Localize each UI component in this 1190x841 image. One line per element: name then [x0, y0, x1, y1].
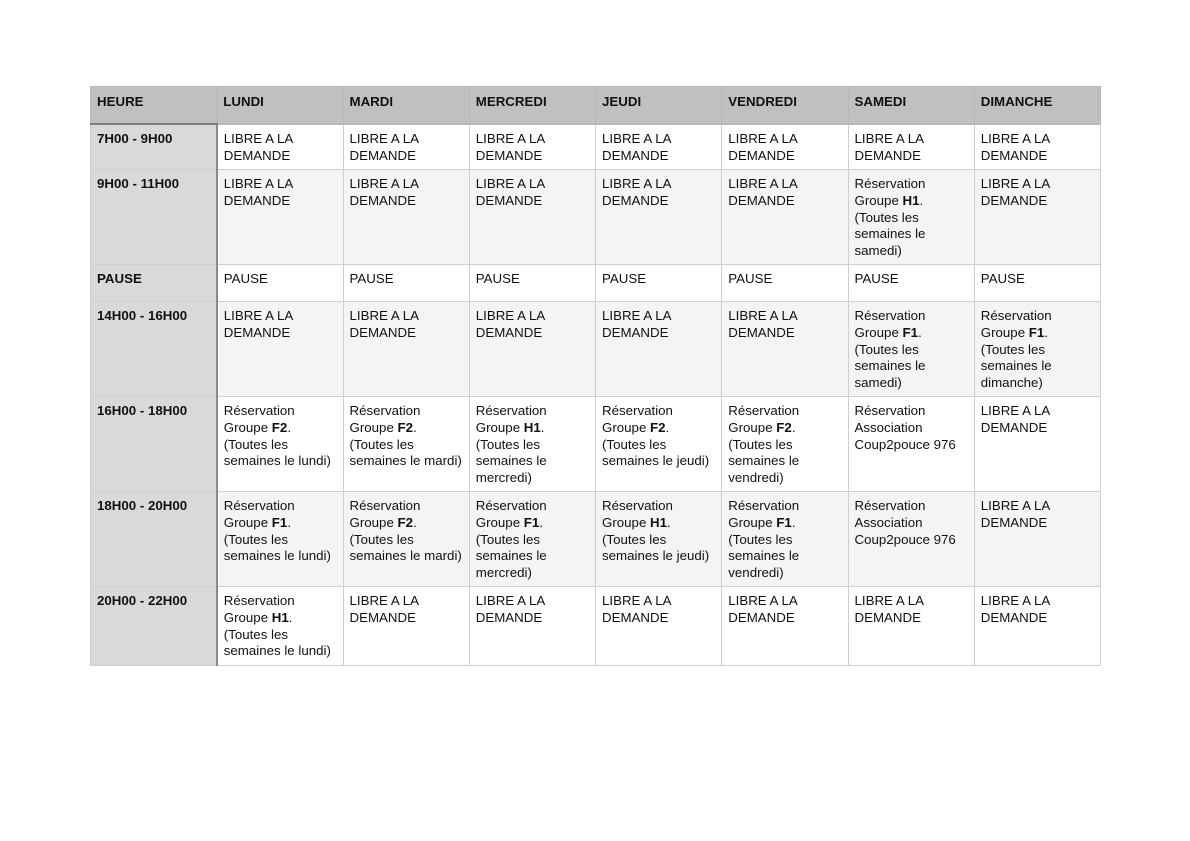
schedule-cell: [343, 397, 469, 492]
schedule-cell: [848, 397, 974, 492]
header-vendredi: VENDREDI: [722, 87, 848, 125]
schedule-cell: [848, 302, 974, 397]
cell-text: Réservation Groupe: [475, 498, 547, 530]
schedule-cell: [596, 397, 722, 492]
schedule-cell: [848, 170, 974, 265]
cell-text: Réservation Groupe: [349, 403, 421, 435]
cell-text: LIBRE A LA DEMANDE: [854, 131, 924, 163]
schedule-cell: [343, 587, 469, 666]
schedule-cell: [848, 265, 974, 302]
cell-text: LIBRE A LA DEMANDE: [475, 176, 545, 208]
schedule-cell: [722, 492, 848, 587]
group-code: F1: [1028, 324, 1045, 340]
schedule-cell: [343, 170, 469, 265]
cell-note: . (Toutes les semaines le lundi): [223, 609, 331, 659]
table-row: [91, 302, 1101, 397]
schedule-cell: [974, 124, 1100, 170]
cell-note: . (Toutes les semaines le jeudi): [602, 419, 710, 469]
table-row: [91, 124, 1101, 170]
group-code: F2: [776, 419, 792, 435]
header-dimanche: DIMANCHE: [974, 87, 1100, 125]
cell-text: PAUSE: [602, 271, 647, 286]
schedule-cell: [848, 587, 974, 666]
cell-text: LIBRE A LA DEMANDE: [728, 176, 797, 208]
cell-note: . (Toutes les semaines le mardi): [349, 514, 462, 564]
cell-text: LIBRE A LA DEMANDE: [349, 131, 419, 163]
cell-note: . (Toutes les semaines le mardi): [349, 419, 462, 469]
cell-text: Réservation Groupe: [223, 498, 295, 530]
schedule-cell: [974, 587, 1100, 666]
cell-text: LIBRE A LA DEMANDE: [980, 403, 1050, 435]
cell-text: PAUSE: [349, 271, 394, 286]
schedule-cell: [217, 397, 343, 492]
cell-text: LIBRE A LA DEMANDE: [602, 131, 671, 163]
cell-text: Réservation Groupe: [223, 403, 295, 435]
table-row: [91, 587, 1101, 666]
cell-text: Réservation Groupe: [854, 308, 926, 340]
cell-text: Réservation Groupe: [980, 308, 1052, 340]
schedule-cell: [217, 170, 343, 265]
cell-note: . (Toutes les semaines le mercredi): [475, 514, 547, 581]
schedule-cell: [722, 302, 848, 397]
group-code: F1: [902, 324, 919, 340]
cell-text: Réservation Association Coup2pouce 976: [854, 498, 956, 547]
time-slot-label: 14H00 - 16H00: [91, 302, 217, 397]
cell-text: LIBRE A LA DEMANDE: [728, 308, 797, 340]
cell-text: Réservation Association Coup2pouce 976: [854, 403, 956, 452]
group-code: F2: [397, 419, 414, 435]
cell-text: LIBRE A LA DEMANDE: [980, 498, 1050, 530]
schedule-cell: [722, 170, 848, 265]
schedule-cell: [848, 124, 974, 170]
cell-note: . (Toutes les semaines le samedi): [854, 192, 926, 259]
cell-text: LIBRE A LA DEMANDE: [728, 593, 797, 625]
cell-text: PAUSE: [980, 271, 1025, 286]
cell-text: Réservation Groupe: [475, 403, 547, 435]
schedule-cell: [596, 492, 722, 587]
cell-text: LIBRE A LA DEMANDE: [980, 131, 1050, 163]
schedule-cell: [343, 492, 469, 587]
group-code: H1: [902, 192, 920, 208]
cell-text: LIBRE A LA DEMANDE: [980, 593, 1050, 625]
cell-text: LIBRE A LA DEMANDE: [980, 176, 1050, 208]
cell-text: Réservation Groupe: [223, 593, 295, 625]
cell-note: . (Toutes les semaines le mercredi): [475, 419, 547, 486]
schedule-header: [91, 87, 1101, 125]
cell-text: LIBRE A LA DEMANDE: [854, 593, 924, 625]
time-slot-label: 20H00 - 22H00: [91, 587, 217, 666]
group-code: F1: [271, 514, 288, 530]
header-jeudi: JEUDI: [596, 87, 722, 125]
schedule-cell: [217, 124, 343, 170]
cell-text: PAUSE: [854, 271, 899, 286]
cell-note: . (Toutes les semaines le dimanche): [980, 324, 1052, 391]
cell-text: Réservation Groupe: [602, 403, 673, 435]
time-slot-label: 7H00 - 9H00: [91, 124, 217, 170]
schedule-cell: [596, 302, 722, 397]
cell-text: LIBRE A LA DEMANDE: [349, 308, 419, 340]
group-code: F2: [397, 514, 414, 530]
schedule-body: [91, 124, 1101, 666]
cell-text: LIBRE A LA DEMANDE: [602, 593, 671, 625]
schedule-cell: [343, 302, 469, 397]
schedule-cell: [722, 124, 848, 170]
cell-text: Réservation Groupe: [728, 498, 800, 530]
cell-text: PAUSE: [728, 271, 773, 286]
schedule-cell: [596, 265, 722, 302]
schedule-cell: [217, 587, 343, 666]
cell-text: LIBRE A LA DEMANDE: [223, 308, 293, 340]
group-code: H1: [523, 419, 541, 435]
schedule-cell: [722, 587, 848, 666]
cell-text: LIBRE A LA DEMANDE: [223, 176, 293, 208]
table-row: [91, 492, 1101, 587]
cell-note: . (Toutes les semaines le lundi): [223, 419, 331, 469]
group-code: F2: [650, 419, 666, 435]
cell-note: . (Toutes les semaines le jeudi): [602, 514, 710, 564]
schedule-cell: [974, 397, 1100, 492]
group-code: H1: [271, 609, 289, 625]
cell-note: . (Toutes les semaines le vendredi): [728, 514, 800, 581]
cell-text: LIBRE A LA DEMANDE: [602, 176, 671, 208]
schedule-cell: [469, 587, 595, 666]
time-slot-label: 16H00 - 18H00: [91, 397, 217, 492]
schedule-cell: [343, 124, 469, 170]
schedule-cell: [596, 124, 722, 170]
group-code: H1: [650, 514, 668, 530]
schedule-cell: [217, 265, 343, 302]
schedule-cell: [217, 302, 343, 397]
time-slot-label: PAUSE: [91, 265, 217, 302]
cell-note: . (Toutes les semaines le samedi): [854, 324, 926, 391]
cell-text: LIBRE A LA DEMANDE: [349, 593, 419, 625]
schedule-cell: [596, 170, 722, 265]
schedule-cell: [469, 265, 595, 302]
cell-text: LIBRE A LA DEMANDE: [475, 131, 545, 163]
cell-text: LIBRE A LA DEMANDE: [349, 176, 419, 208]
header-samedi: SAMEDI: [848, 87, 974, 125]
schedule-cell: [469, 492, 595, 587]
schedule-cell: [848, 492, 974, 587]
schedule-cell: [596, 587, 722, 666]
header-mercredi: MERCREDI: [469, 87, 595, 125]
table-row: [91, 170, 1101, 265]
cell-text: LIBRE A LA DEMANDE: [475, 593, 545, 625]
cell-text: LIBRE A LA DEMANDE: [223, 131, 293, 163]
group-code: F1: [523, 514, 540, 530]
group-code: F1: [776, 514, 792, 530]
cell-note: . (Toutes les semaines le lundi): [223, 514, 331, 564]
time-slot-label: 18H00 - 20H00: [91, 492, 217, 587]
schedule-cell: [343, 265, 469, 302]
cell-text: LIBRE A LA DEMANDE: [602, 308, 671, 340]
header-row: [91, 87, 1101, 125]
schedule-cell: [217, 492, 343, 587]
header-lundi: LUNDI: [217, 87, 343, 125]
schedule-cell: [469, 397, 595, 492]
cell-text: Réservation Groupe: [349, 498, 421, 530]
cell-note: . (Toutes les semaines le vendredi): [728, 419, 800, 486]
schedule-cell: [974, 302, 1100, 397]
cell-text: Réservation Groupe: [728, 403, 800, 435]
schedule-cell: [722, 397, 848, 492]
header-mardi: MARDI: [343, 87, 469, 125]
cell-text: Réservation Groupe: [854, 176, 926, 208]
schedule-cell: [974, 170, 1100, 265]
cell-text: Réservation Groupe: [602, 498, 673, 530]
time-slot-label: 9H00 - 11H00: [91, 170, 217, 265]
schedule-cell: [469, 302, 595, 397]
header-heure: HEURE: [91, 87, 217, 125]
table-row: [91, 397, 1101, 492]
cell-text: PAUSE: [223, 271, 268, 286]
cell-text: PAUSE: [475, 271, 520, 286]
schedule-cell: [469, 124, 595, 170]
table-row: [91, 265, 1101, 302]
cell-text: LIBRE A LA DEMANDE: [475, 308, 545, 340]
schedule-cell: [974, 265, 1100, 302]
schedule-cell: [974, 492, 1100, 587]
schedule-table: [90, 86, 1101, 666]
cell-text: LIBRE A LA DEMANDE: [728, 131, 797, 163]
schedule-cell: [722, 265, 848, 302]
group-code: F2: [271, 419, 288, 435]
schedule-cell: [469, 170, 595, 265]
